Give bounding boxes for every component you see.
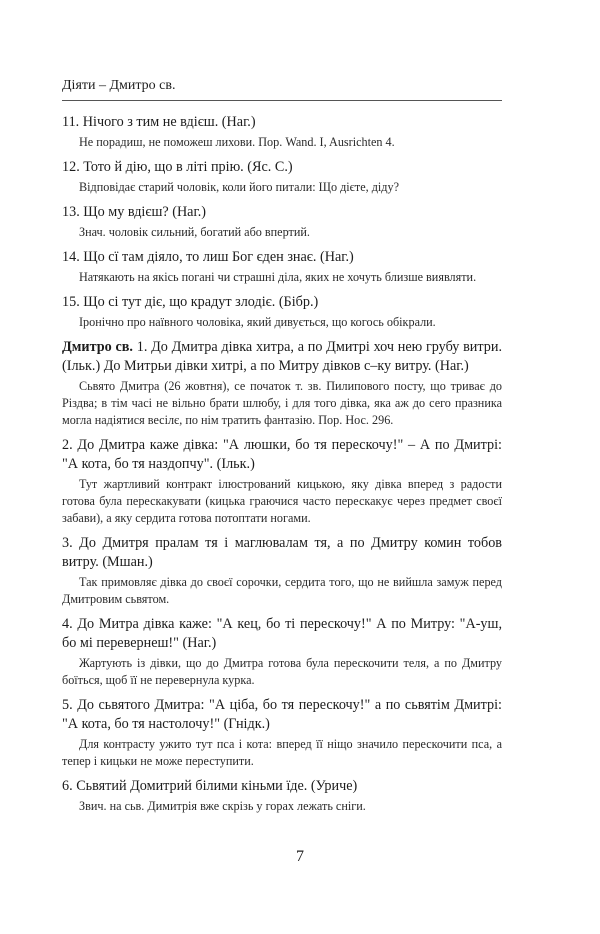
saying-text: 1. До Дмитра дівка хитра, а по Дмитрі хоч нею грубу витри. (Ільк.) До Митрьи дівки хитрі, а по Митру дівков с–ку витру. (Наг.) (62, 339, 502, 374)
explanation: Сьвято Дмитра (26 жовтня), се початок т. зв. Пилипового посту, що триває до Різдва; в тім часі не вільно брати шлюбу, і для того дівка, яка аж до сего празника могла надіятися весілє, по нім тратить фантазію. Пор. Нос. 296. (62, 379, 502, 427)
saying: 6. Сьвятий Домитрий білими кіньми їде. (Уриче) (62, 778, 358, 794)
explanation: Тут жартливий контракт ілюстрований кицькою, яку дівка вперед з радости готова була перескакувати (кицька граючися часто перескакує через предмет своєї забави), а яку сердита готова потоптати ногами. (62, 477, 502, 525)
running-header: Діяти – Дмитро св. (62, 78, 502, 101)
entry-12 (62, 158, 502, 196)
headword: Дмитро св. (62, 339, 133, 355)
saying: 2. До Дмитра каже дівка: "А люшки, бо тя перескочу!" – А по Дмитрі: "А кота, бо тя наздопчу". (Ільк.) (62, 437, 502, 472)
entry-dmytro-5 (62, 696, 502, 770)
saying: 13. Що му вдієш? (Наг.) (62, 204, 206, 220)
dictionary-entries (62, 113, 502, 822)
entry-dmytro-1 (62, 338, 502, 429)
saying: 15. Що сі тут діє, що крадут злодіє. (Бібр.) (62, 294, 319, 310)
saying: 5. До сьвятого Дмитра: "А ціба, бо тя перескочу!" а по сьвятім Дмитрі: "А кота, бо тя настолочу!" (Гнідк.) (62, 697, 502, 732)
entry-11 (62, 113, 502, 151)
saying: 4. До Митра дівка каже: "А кец, бо ті перескочу!" А по Митру: "А-уш, бо мі перевернеш!" (Наг.) (62, 616, 502, 651)
entry-15 (62, 293, 502, 331)
explanation: Натякають на якісь погані чи страшні діла, яких не хочуть близше виявляти. (79, 270, 477, 284)
explanation: Жартують із дівки, що до Дмитра готова була перескочити теля, а по Дмитру боїться, щоб її не перевернула курка. (62, 656, 502, 687)
explanation: Так примовляє дівка до своєї сорочки, сердита того, що не вийшла замуж перед Дмитровим сьвятом. (62, 575, 502, 606)
saying: 11. Нічого з тим не вдієш. (Наг.) (62, 114, 256, 130)
entry-dmytro-6 (62, 777, 502, 815)
entry-dmytro-2 (62, 436, 502, 527)
explanation: Звич. на сьв. Димитрія вже скрізь у горах лежать сніги. (79, 799, 366, 813)
explanation: Іронічно про наївного чоловіка, який дивується, що когось обікрали. (79, 315, 436, 329)
entry-dmytro-4 (62, 615, 502, 689)
entry-13 (62, 203, 502, 241)
explanation: Не порадиш, не поможеш лихови. Пор. Wand. I, Ausrichten 4. (79, 135, 395, 149)
saying: 3. До Дмитря пралам тя і маглювалам тя, а по Дмитру комин тобов витру. (Мшан.) (62, 535, 502, 570)
explanation: Для контрасту ужито тут пса і кота: вперед її ніщо значило перескочити пса, а тепер і кицьки не може переступити. (62, 737, 502, 768)
explanation: Знач. чоловік сильний, богатий або впертий. (79, 225, 310, 239)
entry-14 (62, 248, 502, 286)
explanation: Відповідає старий чоловік, коли його питали: Що дієте, діду? (79, 180, 400, 194)
page-number: 7 (296, 848, 304, 865)
saying: 12. Тото й дію, що в літі прію. (Яс. С.) (62, 159, 293, 175)
saying (62, 338, 502, 376)
saying: 14. Що сї там діяло, то лиш Бог єден знає. (Наг.) (62, 249, 354, 265)
entry-dmytro-3 (62, 534, 502, 608)
